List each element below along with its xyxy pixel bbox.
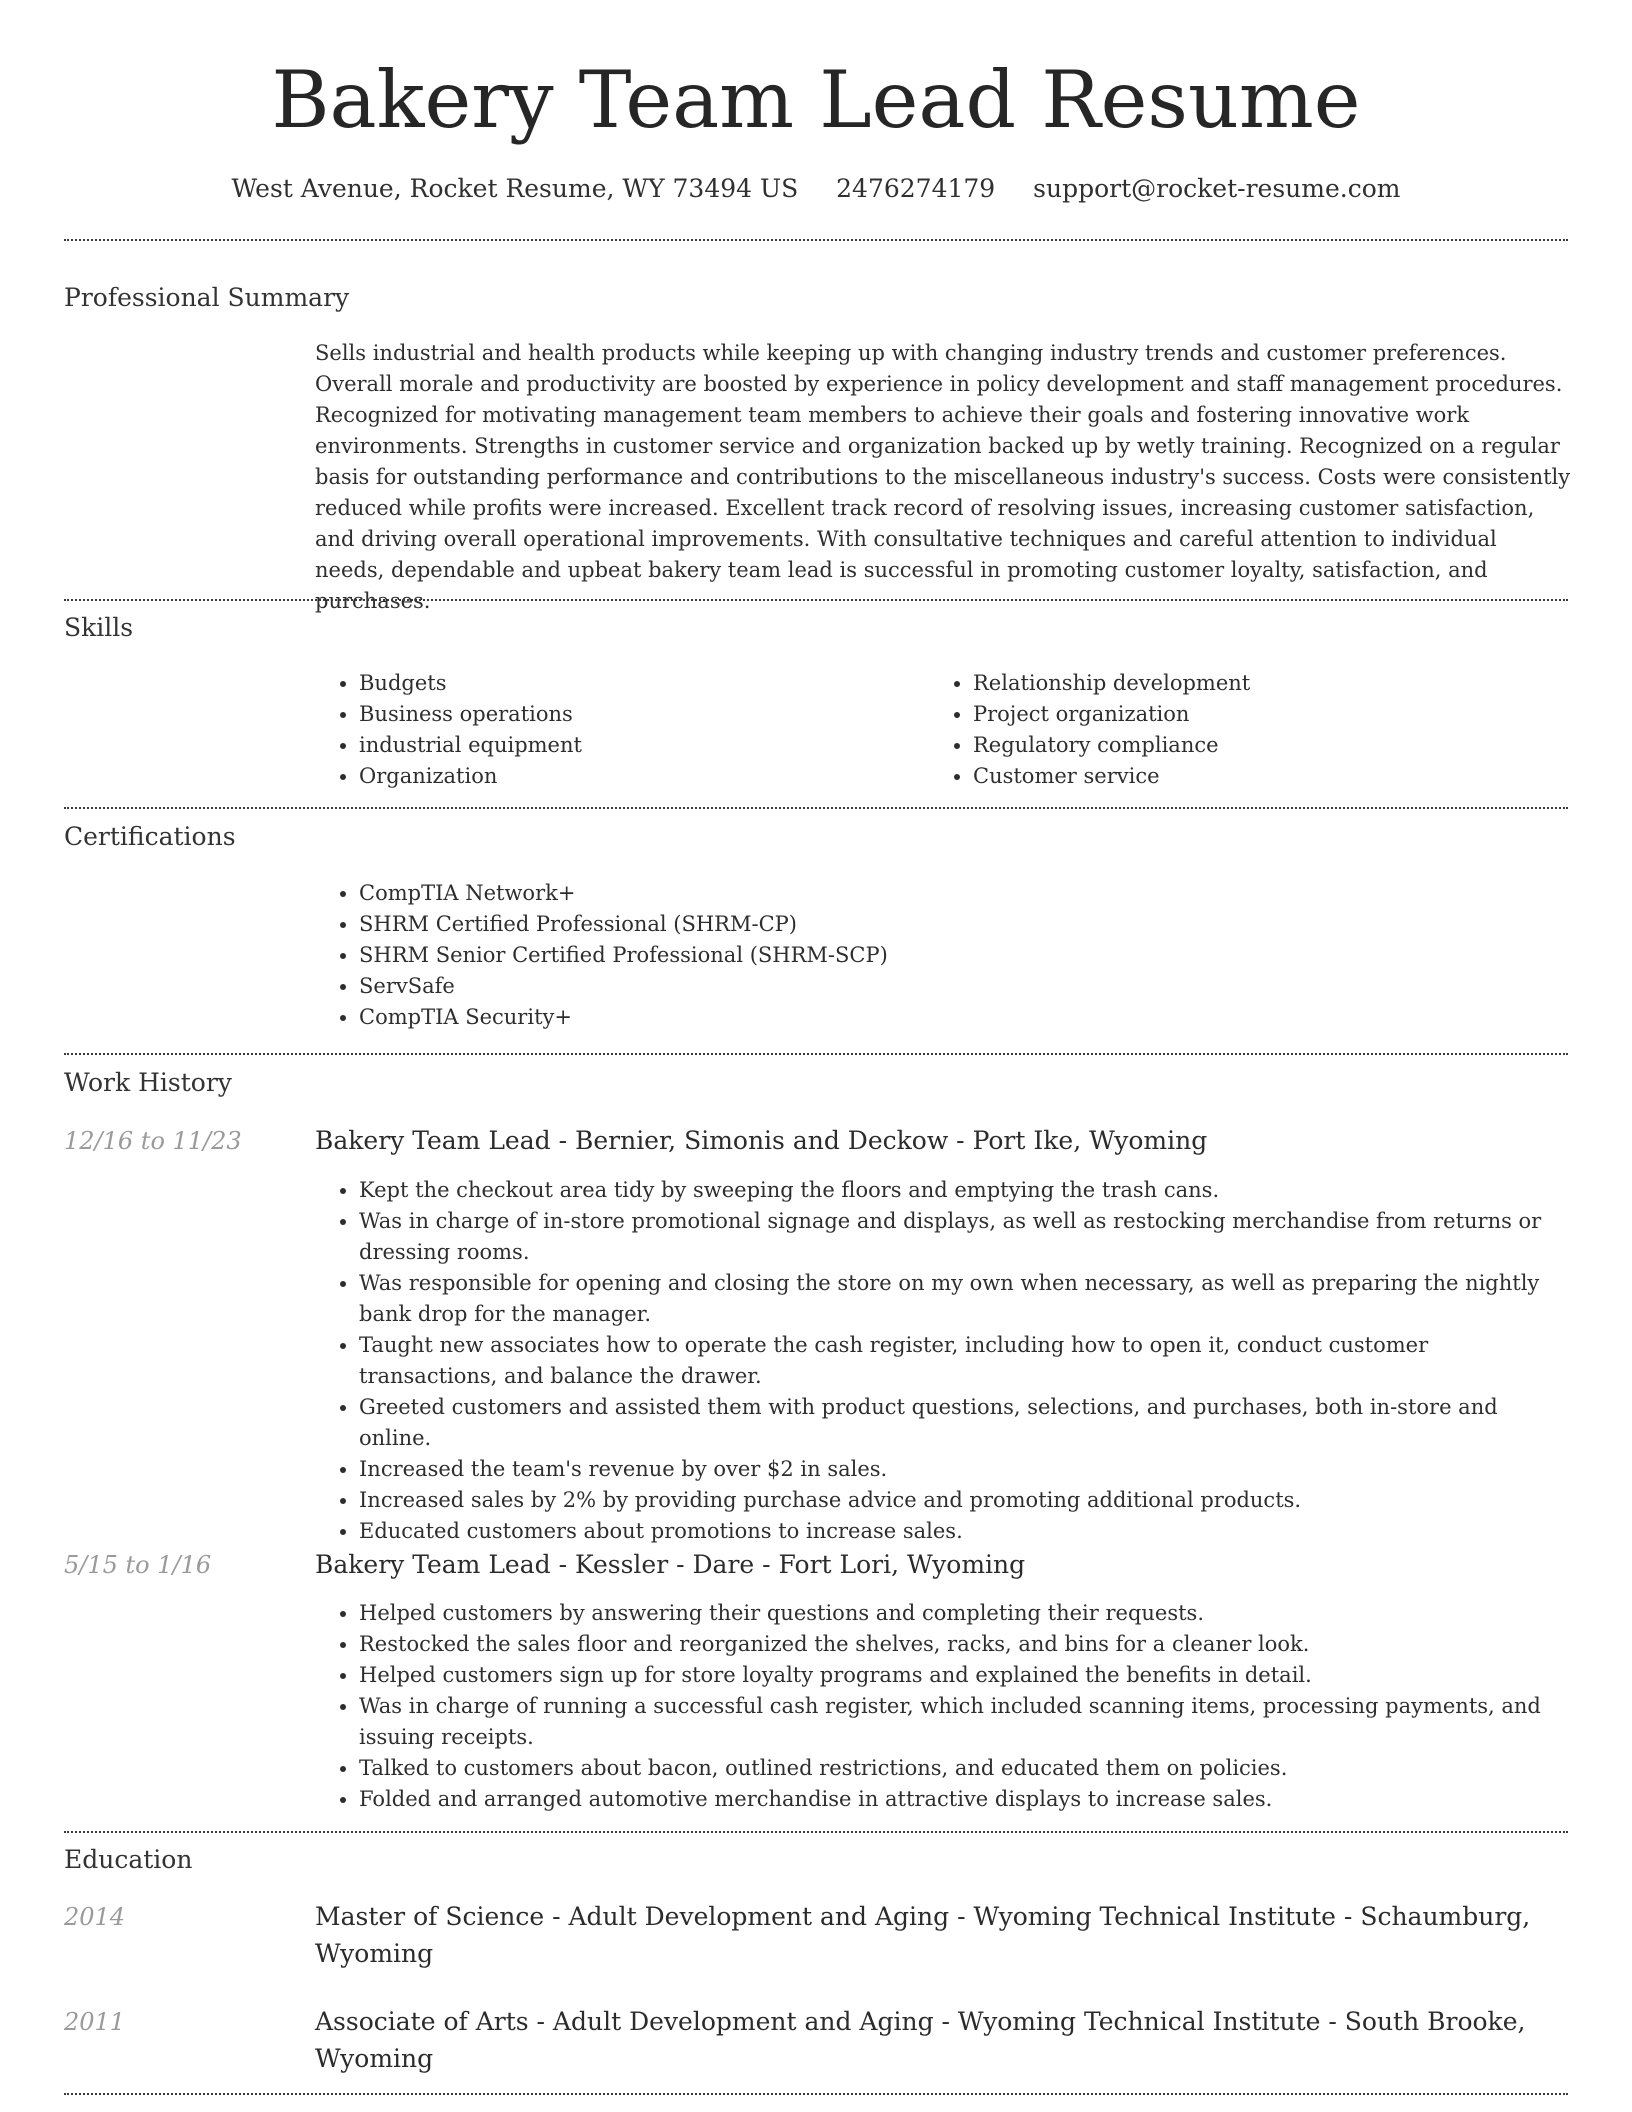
education-year: 2014 xyxy=(64,1903,126,1931)
contact-phone: 2476274179 xyxy=(836,174,996,203)
section-divider xyxy=(64,239,1568,241)
skill-item: • industrial equipment xyxy=(359,730,915,761)
education-degree: Associate of Arts - Adult Development and Aging - Wyoming Technical Institute - South Brooke, Wyoming xyxy=(315,2007,1526,2073)
skill-item: • Business operations xyxy=(359,699,915,730)
skills-list-right xyxy=(929,668,1559,792)
certification-item: • SHRM Senior Certified Professional (SHRM-SCP) xyxy=(359,940,1565,971)
education-heading: Education xyxy=(64,1845,193,1874)
certification-item: • SHRM Certified Professional (SHRM-CP) xyxy=(359,909,1565,940)
section-divider xyxy=(64,807,1568,809)
contact-line xyxy=(0,172,1632,206)
job-bullet: • Was in charge of running a successful cash register, which included scanning items, processing payments, and issuing receipts. xyxy=(359,1691,1565,1753)
education-degree: Master of Science - Adult Development and Aging - Wyoming Technical Institute - Schaumburg, Wyoming xyxy=(315,1902,1531,1968)
job-bullet: • Restocked the sales floor and reorganized the shelves, racks, and bins for a cleaner look. xyxy=(359,1629,1565,1660)
job-bullet: • Helped customers by answering their questions and completing their requests. xyxy=(359,1598,1565,1629)
job-bullet: • Taught new associates how to operate the cash register, including how to open it, conduct customer transactions, and balance the drawer. xyxy=(359,1330,1565,1392)
job-bullet: • Talked to customers about bacon, outlined restrictions, and educated them on policies. xyxy=(359,1753,1565,1784)
certifications-list xyxy=(315,878,1565,1033)
job-bullet: • Educated customers about promotions to increase sales. xyxy=(359,1516,1565,1547)
skill-item: • Regulatory compliance xyxy=(973,730,1559,761)
job-bullets xyxy=(315,1175,1565,1547)
page-title: Bakery Team Lead Resume xyxy=(271,54,1361,146)
job-dates: 5/15 to 1/16 xyxy=(64,1551,212,1579)
summary-heading: Professional Summary xyxy=(64,283,350,312)
skill-item: • Budgets xyxy=(359,668,915,699)
skill-item: • Customer service xyxy=(973,761,1559,792)
job-bullets xyxy=(315,1598,1565,1815)
job-dates: 12/16 to 11/23 xyxy=(64,1127,242,1155)
skills-heading: Skills xyxy=(64,613,134,642)
section-divider xyxy=(64,2093,1568,2095)
job-bullet: • Greeted customers and assisted them with product questions, selections, and purchases, both in-store and online. xyxy=(359,1392,1565,1454)
job-bullet: • Kept the checkout area tidy by sweeping the floors and emptying the trash cans. xyxy=(359,1175,1565,1206)
summary-text: Sells industrial and health products while keeping up with changing industry trends and customer preferences. Overall morale and productivity are boosted by experience in policy development and staff management procedures. Recognized for motivating management team members to achieve their goals and fostering innovative work environments. Strengths in customer service and organization backed up by wetly training. Recognized on a regular basis for outstanding performance and contributions to the miscellaneous industry's success. Costs were consistently reduced while profits were increased. Excellent track record of resolving issues, increasing customer satisfaction, and driving overall operational improvements. With consultative techniques and careful attention to individual needs, dependable and upbeat bakery team lead is successful in promoting customer loyalty, satisfaction, and purchases. xyxy=(315,341,1571,613)
job-bullet: • Increased the team's revenue by over $2 in sales. xyxy=(359,1454,1565,1485)
skill-item: • Organization xyxy=(359,761,915,792)
section-divider xyxy=(64,1831,1568,1833)
certification-item: • CompTIA Security+ xyxy=(359,1002,1565,1033)
job-bullet: • Increased sales by 2% by providing purchase advice and promoting additional products. xyxy=(359,1485,1565,1516)
job-bullet: • Was in charge of in-store promotional signage and displays, as well as restocking merchandise from returns or dressing rooms. xyxy=(359,1206,1565,1268)
contact-address: West Avenue, Rocket Resume, WY 73494 US xyxy=(231,174,799,203)
job-bullet: • Helped customers sign up for store loyalty programs and explained the benefits in detail. xyxy=(359,1660,1565,1691)
education-year: 2011 xyxy=(64,2008,126,2036)
job-bullet: • Was responsible for opening and closing the store on my own when necessary, as well as preparing the nightly bank drop for the manager. xyxy=(359,1268,1565,1330)
job-title: Bakery Team Lead - Bernier, Simonis and Deckow - Port Ike, Wyoming xyxy=(315,1126,1208,1155)
contact-email: support@rocket-resume.com xyxy=(1033,174,1401,203)
skill-item: • Project organization xyxy=(973,699,1559,730)
job-title: Bakery Team Lead - Kessler - Dare - Fort Lori, Wyoming xyxy=(315,1550,1026,1579)
skills-list-left xyxy=(315,668,915,792)
certification-item: • ServSafe xyxy=(359,971,1565,1002)
skill-item: • Relationship development xyxy=(973,668,1559,699)
work-history-heading: Work History xyxy=(64,1068,232,1097)
section-divider xyxy=(64,1053,1568,1055)
job-bullet: • Folded and arranged automotive merchandise in attractive displays to increase sales. xyxy=(359,1784,1565,1815)
section-divider xyxy=(64,599,1568,601)
certification-item: • CompTIA Network+ xyxy=(359,878,1565,909)
certifications-heading: Certifications xyxy=(64,822,236,851)
